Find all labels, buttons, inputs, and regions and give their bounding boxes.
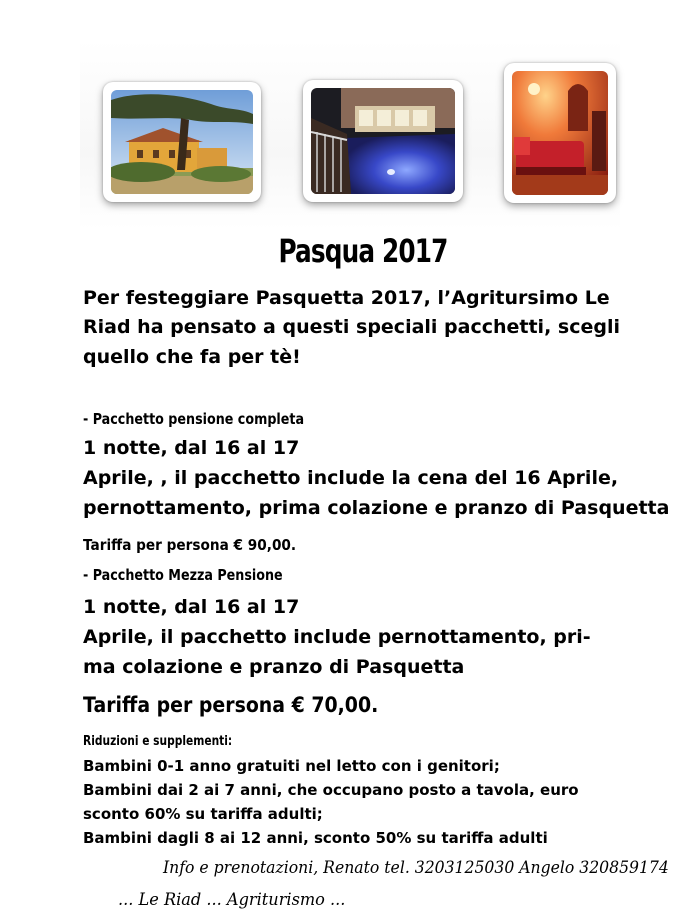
pool-image [311, 88, 455, 194]
farmhouse-image [111, 90, 253, 194]
pool-photo [303, 80, 463, 202]
reductions-heading: Riduzioni e supplementi: [83, 734, 233, 749]
package1-line-2: Aprile, , il pacchetto include la cena del 16 Aprile, [83, 467, 619, 489]
footer-text: ... Le Riad ... Agriturismo ... [118, 890, 346, 910]
package1-price: Tariffa per persona € 90,00. [83, 536, 297, 554]
intro-line-1: Per festeggiare Pasquetta 2017, l’Agritursimo Le [83, 287, 610, 309]
page-title: Pasqua 2017 [278, 232, 448, 270]
package1-line-1: 1 notte, dal 16 al 17 [83, 437, 300, 459]
bedroom-photo [504, 63, 616, 203]
reductions-line-1: Bambini 0-1 anno gratuiti nel letto con i genitori; [83, 757, 500, 775]
farmhouse-photo [103, 82, 261, 202]
intro-line-2: Riad ha pensato a questi speciali pacchetti, scegli [83, 316, 620, 338]
contact-info: Info e prenotazioni, Renato tel. 3203125030 Angelo 320859174 [163, 858, 669, 878]
reductions-line-4: Bambini dagli 8 ai 12 anni, sconto 50% su tariffa adulti [83, 829, 548, 847]
bedroom-image [512, 71, 608, 195]
package2-heading: - Pacchetto Mezza Pensione [83, 566, 283, 584]
reductions-line-2: Bambini dai 2 ai 7 anni, che occupano posto a tavola, euro [83, 781, 579, 799]
package2-line-1: 1 notte, dal 16 al 17 [83, 596, 300, 618]
package2-line-2: Aprile, il pacchetto include pernottamento, pri- [83, 626, 591, 648]
package1-line-3: pernottamento, prima colazione e pranzo di Pasquetta [83, 497, 670, 519]
package1-heading: - Pacchetto pensione completa [83, 410, 305, 428]
reductions-line-3: sconto 60% su tariffa adulti; [83, 805, 323, 823]
package2-price: Tariffa per persona € 70,00. [83, 693, 379, 717]
intro-line-3: quello che fa per tè! [83, 346, 301, 368]
package2-line-3: ma colazione e pranzo di Pasquetta [83, 656, 465, 678]
